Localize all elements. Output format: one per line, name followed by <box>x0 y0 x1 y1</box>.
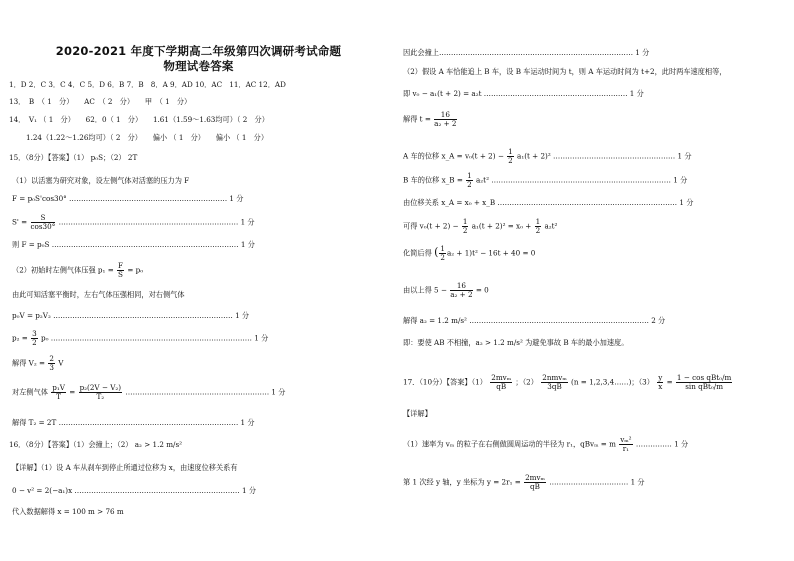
q17-eq-radius: （1）速率为 vₘ 的粒子在右侧做圆周运动的半径为 r₁，qBvₘ = m $\frac{\text{vₘ²}}{\text{r₁}}$ …………… 1 分 <box>403 435 689 453</box>
q16-eq-xa: A 车的位移 x_A = v₀(t + 2) − $\frac{1}{2}$ a₁(t + 2)² …………………………………………… 1 分 <box>403 147 692 165</box>
q16-eq-t: 解得 t = $\frac{16}{\text{a₂ + 2}}$ <box>403 110 457 128</box>
q16-header: 16．（8分）【答案】（1）会撞上；（2） a₂ > 1.2 m/s² <box>9 440 183 449</box>
fraction: $\frac{1}{2}$ <box>440 244 445 262</box>
q15-step1-intro: （1）以活塞为研究对象，设左侧气体对活塞的压力为 F <box>12 176 190 185</box>
mc-answers-line: 1．D 2．C 3．C 4．C 5．D 6．B 7．B 8．A 9．AD 10．AC 11．AC 12．AD <box>9 80 286 89</box>
q15-step2-pressure: （2）初始时左侧气体压强 p₁ = $\frac{F}{S}$ = p₀ <box>12 261 144 279</box>
q16-eq-speed: 即 v₀ − a₁(t + 2) = a₂t …………………………………………………… 1 分 <box>403 89 644 98</box>
fraction: $\frac{F}{S}$ <box>118 261 124 279</box>
fraction: $\frac{\text{1 − cos qBt₀/m}}{\text{sin qBt₀/m}}$ <box>676 373 732 391</box>
q13-answer-line: 13． B （ 1 分） AC （ 2 分） 甲 （ 1 分） <box>9 97 192 106</box>
q17-eq-y: 第 1 次经 y 轴，y 坐标为 y = 2r₁ = $\frac{\text{2mvₘ}}{qB}$ …………………………… 1 分 <box>403 473 645 491</box>
page-title-line2: 物理试卷答案 <box>163 59 234 73</box>
q16-collide-line: 因此会撞上……………………………………………………………………… 1 分 <box>403 48 650 57</box>
q15-eq-area: S' = $\frac{S}{\cos 30^\circ}$ ………………………………………………………………… 1 分 <box>12 213 255 231</box>
q15-eq-v2: 解得 V₂ = $\frac{2}{3}$ V <box>12 354 64 372</box>
q17-header: 17．（10分）【答案】（1） $\frac{\text{2mvₘ}}{qB}$ ；（2） $\frac{\text{2nmvₘ}}{3qB}$ (n = 1,2,3,4……)；（3） $\frac{y}{x}$ = $\frac{\text{1 − cos qBt₀/m}}{\text{sin qBt₀/m}}$ <box>403 373 732 391</box>
fraction: $\frac{\text{2nmvₘ}}{3qB}$ <box>542 373 567 391</box>
fraction: $\frac{2}{3}$ <box>49 354 54 372</box>
q16-eq-distance: 代入数据解得 x = 100 m > 76 m <box>12 507 124 516</box>
q15-eq-p2: p₂ = $\frac{3}{2}$ p₀ ………………………………………………………………………… 1 分 <box>12 329 269 347</box>
q16-conclusion: 即：要使 AB 不相撞，a₂ > 1.2 m/s² 为避免事故 B 车的最小加速度。 <box>403 338 629 347</box>
fraction: $\frac{\text{p₁V}}{T}$ <box>52 383 65 401</box>
q16-eq-a2: 解得 a₂ = 1.2 m/s² ………………………………………………………………… 2 分 <box>403 316 666 325</box>
q15-eq-t2: 解得 T₂ = 2T ………………………………………………………………… 1 分 <box>12 418 255 427</box>
fraction: $\frac{16}{\text{a₂ + 2}}$ <box>450 281 473 299</box>
q15-balance-text: 由此可知活塞平衡时，左右气体压强相同，对右侧气体 <box>12 290 185 299</box>
q16-part2-intro: （2）假设 A 车恰能追上 B 车，设 B 车运动时间为 t，则 A 车运动时间为 t+2，此时两车速度相等， <box>403 67 727 76</box>
q16-eq-simplified: 化简后得 ( $\frac{1}{2}$ a₂ + 1)t² − 16t + 40 = 0 <box>403 244 536 262</box>
fraction: $\frac{1}{2}$ <box>467 171 472 189</box>
q16-eq-relation: 由位移关系 x_A = x₀ + x_B ………………………………………………………………… 1 分 <box>403 198 694 207</box>
fraction: $\frac{\text{2mvₘ}}{qB}$ <box>525 473 545 491</box>
fraction: $\frac{16}{\text{a₂ + 2}}$ <box>434 110 457 128</box>
q14-answer-line2: 1.24（1.22～1.26均可）（ 2 分） 偏小 （ 1 分） 偏小 （ 1 分） <box>26 133 269 142</box>
q16-eq-solve: 由以上得 5 − $\frac{16}{\text{a₂ + 2}}$ = 0 <box>403 281 489 299</box>
q16-eq-kinematic: 0 − v² = 2(−a₁)x …………………………………………………………… 1 分 <box>12 486 257 495</box>
q16-detail-intro: 【详解】（1）设 A 车从刹车到停止所通过位移为 x，由速度位移关系有 <box>12 463 238 472</box>
q15-eq-gas-law: 对左侧气体 $\frac{\text{p₁V}}{T}$ = $\frac{\text{p₂(2V − V₂)}}{\text{T₂}}$ …………………………………………………… 1 分 <box>12 383 286 401</box>
q15-header: 15．（8分）【答案】（1） p₀S；（2） 2T <box>9 153 138 162</box>
fraction: $\frac{\text{p₂(2V − V₂)}}{\text{T₂}}$ <box>79 383 122 401</box>
fraction: $\frac{3}{2}$ <box>32 329 37 347</box>
q16-eq-combined: 可得 v₀(t + 2) − $\frac{1}{2}$ a₁(t + 2)² = x₀ + $\frac{1}{2}$ a₂t² <box>403 217 558 235</box>
fraction: $\frac{1}{2}$ <box>462 217 468 235</box>
fraction: $\frac{y}{x}$ <box>658 373 663 391</box>
fraction: $\frac{S}{\cos 30^\circ}$ <box>30 213 56 231</box>
fraction: $\frac{1}{2}$ <box>508 147 513 165</box>
q15-eq-result1: 则 F = p₀S …………………………………………………………………… 1 分 <box>12 240 255 249</box>
fraction: $\frac{\text{2mvₘ}}{qB}$ <box>491 373 512 391</box>
q16-eq-xb: B 车的位移 x_B = $\frac{1}{2}$ a₂t² ………………………………………………………………… 1 分 <box>403 171 688 189</box>
q15-eq-boyle: p₀V = p₂V₂ ………………………………………………………………… 1 分 <box>12 311 250 320</box>
q15-eq-force: F = p₀S'cos30° ………………………………………………………… 1 分 <box>12 194 244 203</box>
page-title-line1: 2020-2021 年度下学期高二年级第四次调研考试命题 <box>55 44 342 58</box>
fraction: $\frac{1}{2}$ <box>535 217 541 235</box>
q14-answer-line1: 14． V₁ （ 1 分） 62．0（ 1 分） 1.61（1.59～1.63均可）（ 2 分） <box>9 115 269 124</box>
fraction: $\frac{\text{vₘ²}}{\text{r₁}}$ <box>620 435 632 453</box>
q17-detail-label: 【详解】 <box>403 409 432 418</box>
